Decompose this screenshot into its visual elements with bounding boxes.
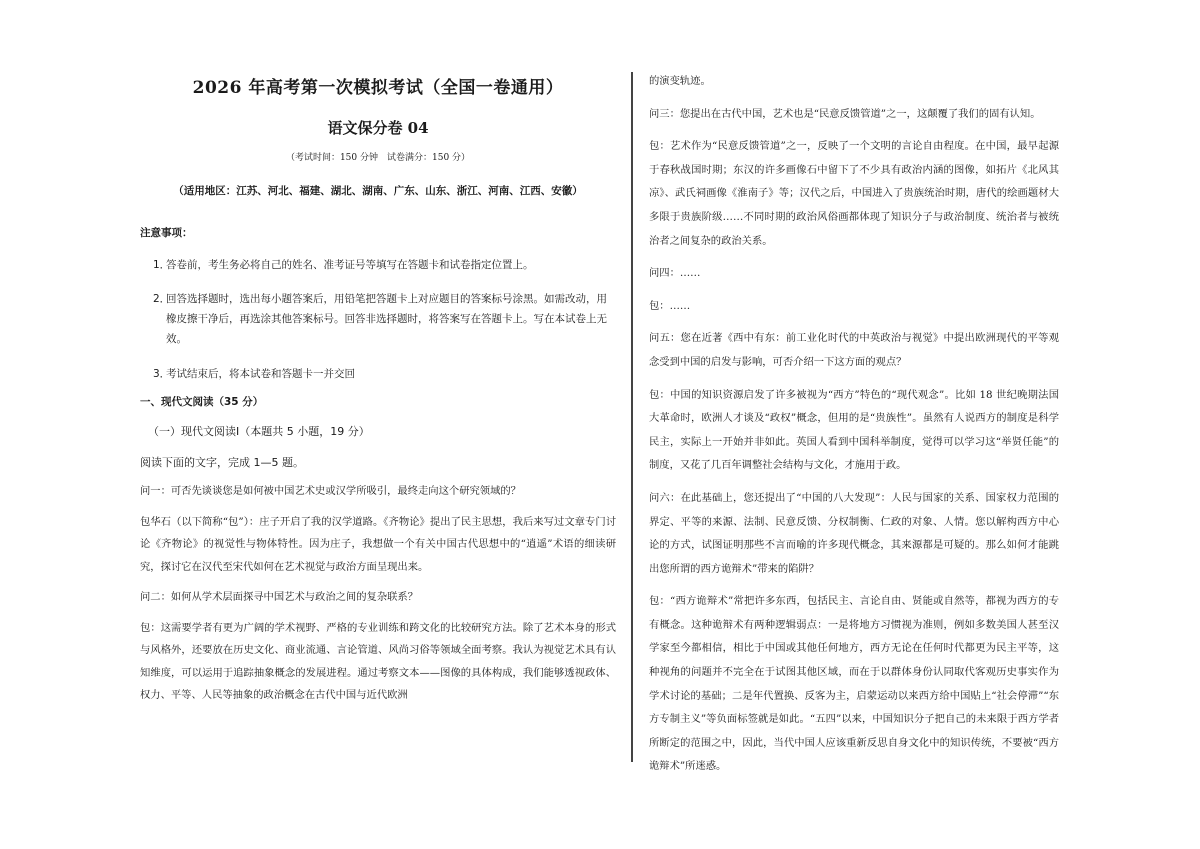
column-divider: [631, 72, 633, 762]
answer-paragraph: 包：“西方诡辩术”常把许多东西，包括民主、言论自由、贤能或自然等，都视为西方的专有概念。这种诡辩术有两种逻辑弱点：一是将地方习惯视为准则，例如多数美国人甚至汉学家至今都相信，相比于中国或其他任何地方，西方无论在任何时代都更为民主平等，这种视角的问题并不完全在于试图其他区域，而在于以群体身份认同取代客观历史事实作为学术讨论的基础；二是年代置换、反客为主，启蒙运动以来西方给中国贴上“社会停滞”“东方专制主义”等负面标签就是如此。“五四”以来，中国知识分子把自己的未来限于西方学者所断定的范围之中，因此，当代中国人应该重新反思自身文化中的知识传统，不要被“西方诡辩术”所迷惑。: [649, 595, 1059, 773]
subsection-title: （一）现代文阅读Ⅰ（本题共 5 小题，19 分）: [148, 425, 370, 438]
notice-number: 1．: [153, 259, 171, 271]
notice-item: [140, 364, 616, 384]
question-paragraph: 问一：可否先谈谈您是如何被中国艺术史或汉学所吸引，最终走向这个研究领域的？: [140, 485, 521, 497]
reading-instruction: 阅读下面的文字，完成 1—5 题。: [140, 456, 304, 469]
answer-paragraph: 包：……: [649, 299, 691, 312]
question-paragraph: 问四：……: [649, 267, 701, 280]
applicable-regions: （适用地区：江苏、河北、福建、湖北、湖南、广东、山东、浙江、河南、江西、安徽）: [173, 185, 583, 197]
question-paragraph: 问二：如何从学术层面探寻中国艺术与政治之间的复杂联系？: [140, 591, 419, 603]
notice-text: 回答选择题时，选出每小题答案后，用铅笔把答题卡上对应题目的答案标号涂黑。如需改动，用橡皮擦干净后，再选涂其他答案标号。回答非选择题时，将答案写在答题卡上。写在本试卷上无效。: [166, 293, 607, 345]
section-title: 一、现代文阅读（35 分）: [140, 396, 264, 408]
right-column: [649, 70, 1059, 779]
exam-title: 2026 年高考第一次模拟考试（全国一卷通用）: [192, 78, 564, 98]
left-column: [140, 70, 616, 707]
notice-title: 注意事项：: [140, 227, 193, 239]
question-paragraph: 问六：在此基础上，您还提出了“中国的八大发现”：人民与国家的关系、国家权力范围的界定、平等的来源、法制、民意反馈、分权制衡、仁政的对象、人情。您以解构西方中心论的方式，试图证明那些不言而喻的许多现代概念，其来源都是可疑的。那么如何才能跳出您所谓的西方诡辩术”带来的陷阱？: [649, 491, 1059, 575]
continued-paragraph: 的演变轨迹。: [649, 75, 711, 87]
notice-text: 考试结束后，将本试卷和答题卡一并交回: [166, 368, 355, 380]
answer-paragraph: 包：艺术作为“民意反馈管道”之一，反映了一个文明的言论自由程度。在中国，最早起源于春秋战国时期；东汉的许多画像石中留下了不少具有政治内涵的图像，如拓片《北风其凉》、武氏祠画像《淮南子》等；汉代之后，中国进入了贵族统治时期，唐代的绘画题材大多限于贵族阶级……不同时期的政治风俗画都体现了知识分子与政治制度、统治者与被统治者之间复杂的政治关系。: [649, 140, 1059, 247]
notice-number: 2．: [153, 293, 171, 305]
answer-paragraph: 包：这需要学者有更为广阔的学术视野、严格的专业训练和跨文化的比较研究方法。除了艺术本身的形式与风格外，还要放在历史文化、商业流通、言论管道、风尚习俗等领域全面考察。我认为视觉艺术具有认知维度，可以运用于追踪抽象概念的发展进程。通过考察文本——图像的具体构成，我们能够透视政体、权力、平等、人民等抽象的政治概念在古代中国与近代欧洲: [140, 621, 616, 701]
notice-text: 答卷前，考生务必将自己的姓名、准考证号等填写在答题卡和试卷指定位置上。: [166, 259, 534, 271]
exam-info: （考试时间：150 分钟 试卷满分：150 分）: [285, 153, 471, 163]
answer-paragraph: 包华石（以下简称“包”）：庄子开启了我的汉学道路。《齐物论》提出了民主思想，我后来写过文章专门讨论《齐物论》的视觉性与物体特性。因为庄子，我想做一个有关中国古代思想中的“逍遥”术语的细读研究，探讨它在汉代至宋代如何在艺术视觉与政治方面呈现出来。: [140, 515, 616, 573]
notice-item: [140, 289, 616, 349]
exam-subtitle: 语文保分卷 04: [327, 119, 429, 137]
notice-item: [140, 255, 616, 275]
answer-paragraph: 包：中国的知识资源启发了许多被视为“西方”特色的“现代观念”。比如 18 世纪晚期法国大革命时，欧洲人才谈及“政权”概念，但用的是“贵族性”。虽然有人说西方的制度是科学民主，实际上一开始并非如此。英国人看到中国科举制度，觉得可以学习这“举贤任能”的制度，又花了几百年调整社会结构与文化，才施用于政。: [649, 388, 1059, 472]
question-paragraph: 问三：您提出在古代中国，艺术也是“民意反馈管道”之一，这颠覆了我们的固有认知。: [649, 107, 1041, 120]
notice-number: 3．: [153, 368, 171, 380]
question-paragraph: 问五：您在近著《西中有东：前工业化时代的中英政治与视觉》中提出欧洲现代的平等观念受到中国的启发与影响，可否介绍一下这方面的观点？: [649, 332, 1059, 368]
